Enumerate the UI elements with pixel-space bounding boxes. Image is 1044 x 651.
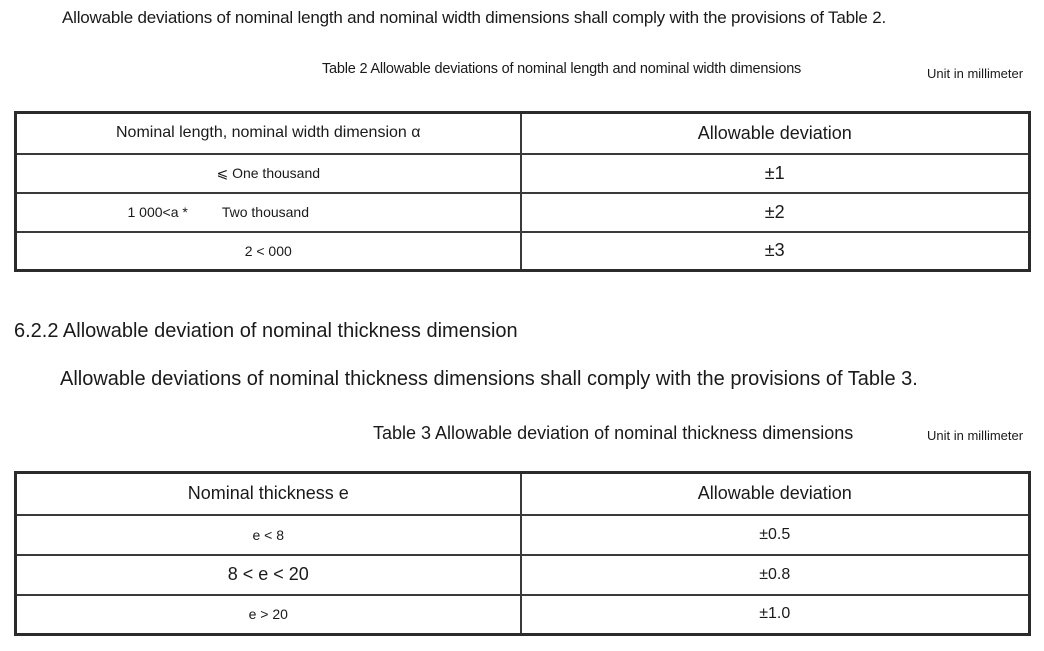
table3-unit: Unit in millimeter — [927, 428, 1024, 443]
intro-paragraph-table3: Allowable deviations of nominal thickness dimensions shall comply with the provisions of Table 3. — [60, 368, 918, 390]
table-row — [16, 515, 1030, 555]
table-row — [16, 193, 1030, 232]
table2-row2-dimension-lower: 1 000<a * — [127, 204, 188, 220]
table-row — [16, 555, 1030, 595]
intro-paragraph-table2: Allowable deviations of nominal length and nominal width dimensions shall comply with the provisions of Table 2. — [62, 8, 886, 27]
table2-unit: Unit in millimeter — [927, 66, 1024, 81]
table2-row3-dimension: 2 < 000 — [16, 232, 521, 271]
table2-header-row — [16, 113, 1030, 154]
table2 — [14, 111, 1031, 272]
table3-row3-deviation: ±1.0 — [521, 595, 1030, 635]
table2-caption: Table 2 Allowable deviations of nominal length and nominal width dimensions — [322, 61, 802, 77]
table2-row2-dimension-upper: Two thousand — [221, 204, 309, 220]
table2-header-deviation: Allowable deviation — [521, 113, 1030, 154]
table3-row1-deviation: ±0.5 — [521, 515, 1030, 555]
table3 — [14, 471, 1031, 636]
table3-header-deviation: Allowable deviation — [521, 473, 1030, 515]
table2-header-dimension: Nominal length, nominal width dimension α — [16, 113, 521, 154]
table-row — [16, 154, 1030, 193]
section-heading: 6.2.2 Allowable deviation of nominal thickness dimension — [14, 320, 518, 342]
table-row — [16, 595, 1030, 635]
table3-row2-dimension: 8 < e < 20 — [16, 555, 521, 595]
table2-row2-deviation: ±2 — [521, 193, 1030, 232]
table2-row1-deviation: ±1 — [521, 154, 1030, 193]
table3-row2-deviation: ±0.8 — [521, 555, 1030, 595]
table3-caption: Table 3 Allowable deviation of nominal thickness dimensions — [373, 423, 854, 443]
table3-header-row — [16, 473, 1030, 515]
table3-row3-dimension: e > 20 — [16, 595, 521, 635]
table3-row1-dimension: e < 8 — [16, 515, 521, 555]
table-row — [16, 232, 1030, 271]
table3-header-dimension: Nominal thickness e — [16, 473, 521, 515]
table2-row2-dimension — [16, 193, 521, 232]
table2-row3-deviation: ±3 — [521, 232, 1030, 271]
table2-row1-dimension: ⩽ One thousand — [16, 154, 521, 193]
